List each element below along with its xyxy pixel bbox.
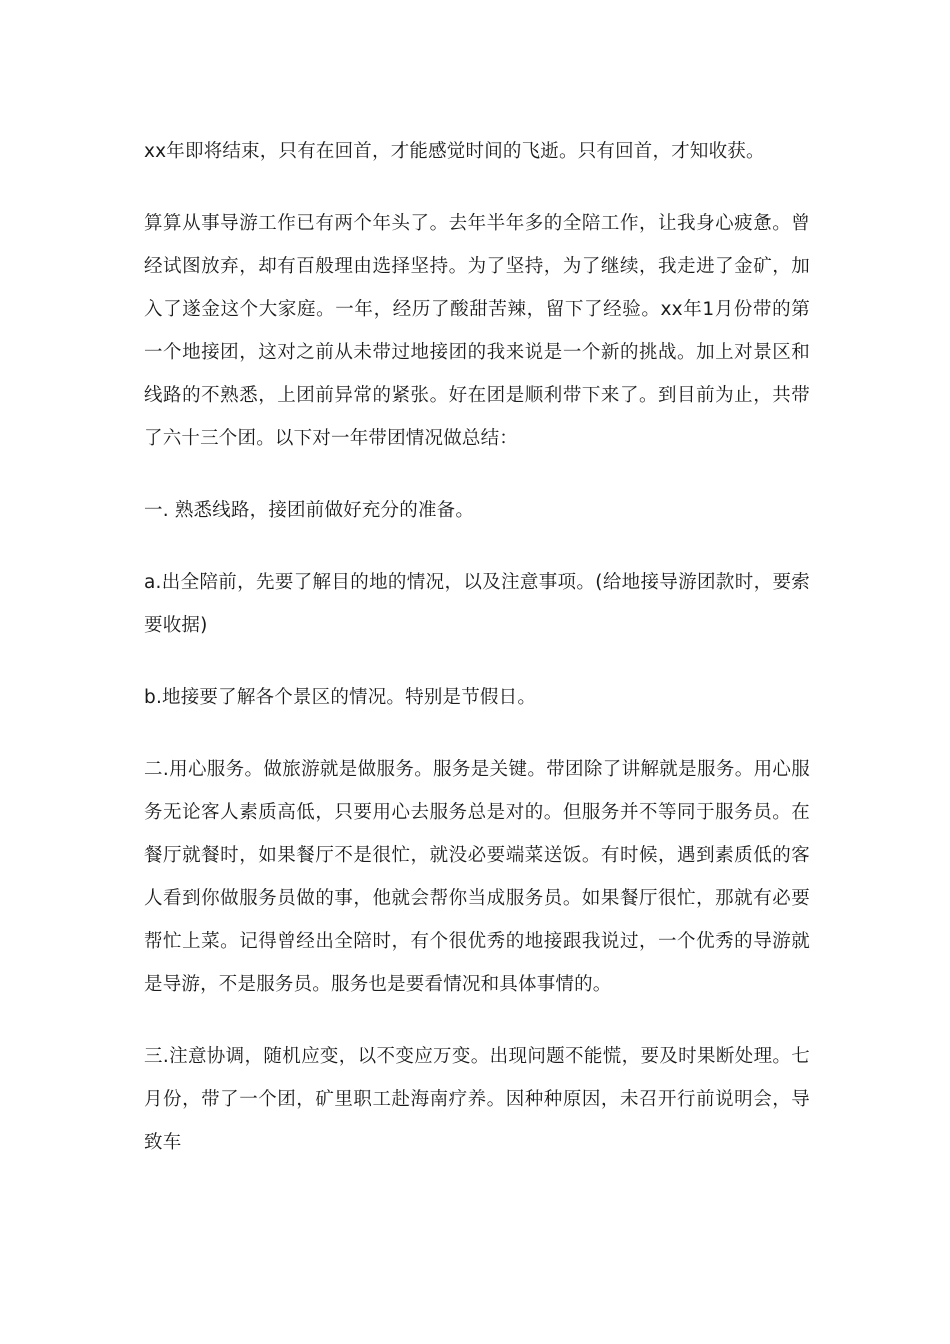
section-2-service: 二.用心服务。做旅游就是做服务。服务是关键。带团除了讲解就是服务。用心服务无论客人素质高低，只要用心去服务总是对的。但服务并不等同于服务员。在餐厅就餐时，如果餐厅不是很忙，就没必要端菜送饭。有时候，遇到素质低的客人看到你做服务员做的事，他就会帮你当成服务员。如果餐厅很忙，那就有必要帮忙上菜。记得曾经出全陪时，有个很优秀的地接跟我说过，一个优秀的导游就是导游，不是服务员。服务也是要看情况和具体事情的。 bbox=[144, 759, 810, 995]
document-body bbox=[144, 130, 810, 1193]
paragraph-intro: xx年即将结束，只有在回首，才能感觉时间的飞逝。只有回首，才知收获。 bbox=[144, 141, 765, 162]
paragraph-item-a: a.出全陪前，先要了解目的地的情况，以及注意事项。(给地接导游团款时，要索要收据) bbox=[144, 572, 810, 636]
section-3-coordination: 三.注意协调，随机应变，以不变应万变。出现问题不能慌，要及时果断处理。七月份，带了一个团，矿里职工赴海南疗养。因种种原因，未召开行前说明会，导致车 bbox=[144, 1046, 810, 1153]
paragraph-overview: 算算从事导游工作已有两个年头了。去年半年多的全陪工作，让我身心疲惫。曾经试图放弃，却有百般理由选择坚持。为了坚持，为了继续，我走进了金矿，加入了遂金这个大家庭。一年，经历了酸甜苦辣，留下了经验。xx年1月份带的第一个地接团，这对之前从未带过地接团的我来说是一个新的挑战。加上对景区和线路的不熟悉，上团前异常的紧张。好在团是顺利带下来了。到目前为止，共带了六十三个团。以下对一年带团情况做总结： bbox=[144, 213, 810, 449]
paragraph-item-b: b.地接要了解各个景区的情况。特别是节假日。 bbox=[144, 687, 537, 708]
section-heading-1: 一. 熟悉线路，接团前做好充分的准备。 bbox=[144, 500, 475, 521]
